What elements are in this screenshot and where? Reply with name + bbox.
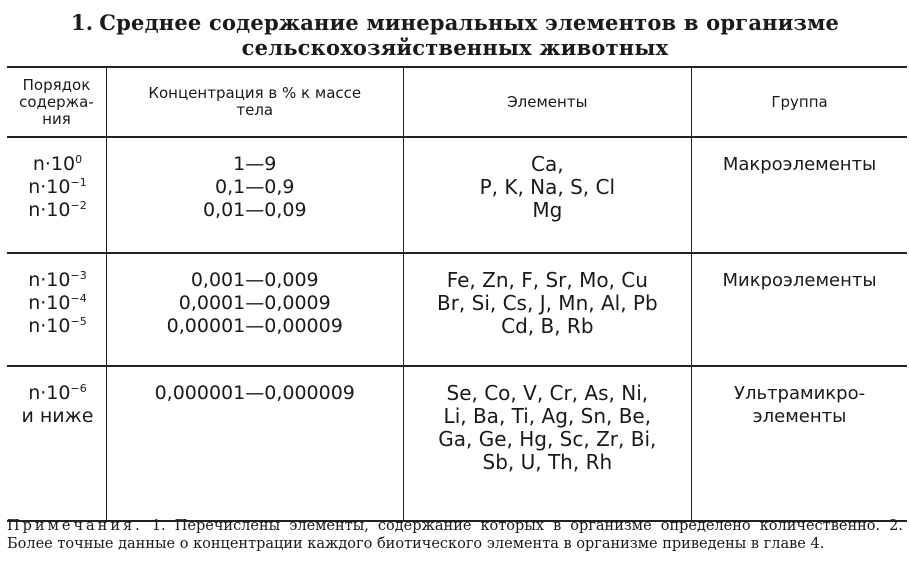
concentration-value: 0,00001—0,00009 (166, 315, 343, 337)
concentration-value: 0,0001—0,0009 (178, 292, 331, 314)
table-title (0, 10, 910, 60)
group-label: Микроэлементы (722, 270, 877, 291)
note-text: 1. Перечислены элементы, содержание которых в организме определено количественно. 2. Более точные данные о концентрации каждого биотического элемента в организме приведены в главе 4. (7, 518, 903, 552)
order-value: $n\cdot 10^{-2}$ (28, 199, 87, 221)
order-exponent: −1 (70, 176, 87, 189)
concentration-cell (106, 253, 403, 366)
concentration-cell (106, 137, 403, 253)
elements-line: P, K, Na, S, Cl (479, 175, 616, 199)
header-row (7, 67, 907, 137)
header-elements: Элементы (403, 67, 692, 137)
order-value: $n\cdot 10^{-5}$ (28, 315, 87, 337)
title-text-1: Среднее содержание минеральных элементов в организме (99, 10, 840, 35)
order-value: $n\cdot 10^{-3}$ (28, 269, 87, 291)
order-exponent: −3 (70, 269, 87, 282)
elements-line: Cd, B, Rb (501, 314, 594, 338)
elements-cell (403, 366, 692, 521)
table-row (7, 253, 907, 366)
group-label: Ультрамикро- (733, 383, 866, 404)
concentration-value: 0,1—0,9 (215, 176, 295, 198)
elements-line: Br, Si, Cs, J, Mn, Al, Pb (436, 291, 658, 315)
order-value: $n\cdot 10^{-6}$ (28, 382, 87, 404)
elements-line: Li, Ba, Ti, Ag, Sn, Be, (443, 404, 652, 428)
elements-line: Se, Co, V, Cr, As, Ni, (446, 381, 649, 405)
note-label: Примечания. (7, 518, 143, 534)
title-line-1 (0, 10, 910, 35)
table-row (7, 137, 907, 253)
group-label: элементы (752, 406, 847, 427)
elements-line: Mg (532, 198, 563, 222)
header-order: Порядок содержа- ния (19, 75, 94, 128)
elements-line: Sb, U, Th, Rh (482, 450, 613, 474)
order-value: $n\cdot 10^{-4}$ (28, 292, 87, 314)
elements-cell (403, 253, 692, 366)
concentration-value: 1—9 (233, 153, 277, 175)
header-concentration: Концентрация в % к массе тела (106, 67, 403, 137)
table-row (7, 366, 907, 521)
concentration-value: 0,000001—0,000009 (154, 382, 355, 404)
order-exponent: −4 (70, 292, 87, 305)
group-label: Макроэлементы (722, 154, 877, 175)
order-value: $n\cdot 10^{-1}$ (28, 176, 87, 198)
order-exponent: −2 (70, 199, 87, 212)
elements-line: Ga, Ge, Hg, Sc, Zr, Bi, (438, 427, 657, 451)
concentration-cell (106, 366, 403, 521)
minerals-table (7, 66, 907, 522)
order-exponent: −5 (70, 315, 87, 328)
title-line-2: сельскохозяйственных животных (241, 35, 669, 60)
concentration-value: 0,01—0,09 (202, 199, 307, 221)
group-cell (692, 366, 907, 521)
order-exponent: −6 (70, 382, 87, 395)
table-number: 1. (70, 10, 94, 35)
group-cell (692, 253, 907, 366)
group-cell (692, 137, 907, 253)
order-cell (7, 253, 106, 366)
elements-line: Fe, Zn, F, Sr, Mo, Cu (446, 268, 648, 292)
order-exponent: 0 (75, 153, 83, 166)
elements-line: Ca, (531, 152, 564, 176)
order-cell (7, 137, 106, 253)
header-group: Группа (692, 67, 907, 137)
table-note (7, 517, 903, 553)
order-value: и ниже (21, 405, 94, 427)
elements-cell (403, 137, 692, 253)
concentration-value: 0,001—0,009 (190, 269, 319, 291)
order-cell (7, 366, 106, 521)
order-value: $n\cdot 10^0$ (32, 153, 83, 175)
